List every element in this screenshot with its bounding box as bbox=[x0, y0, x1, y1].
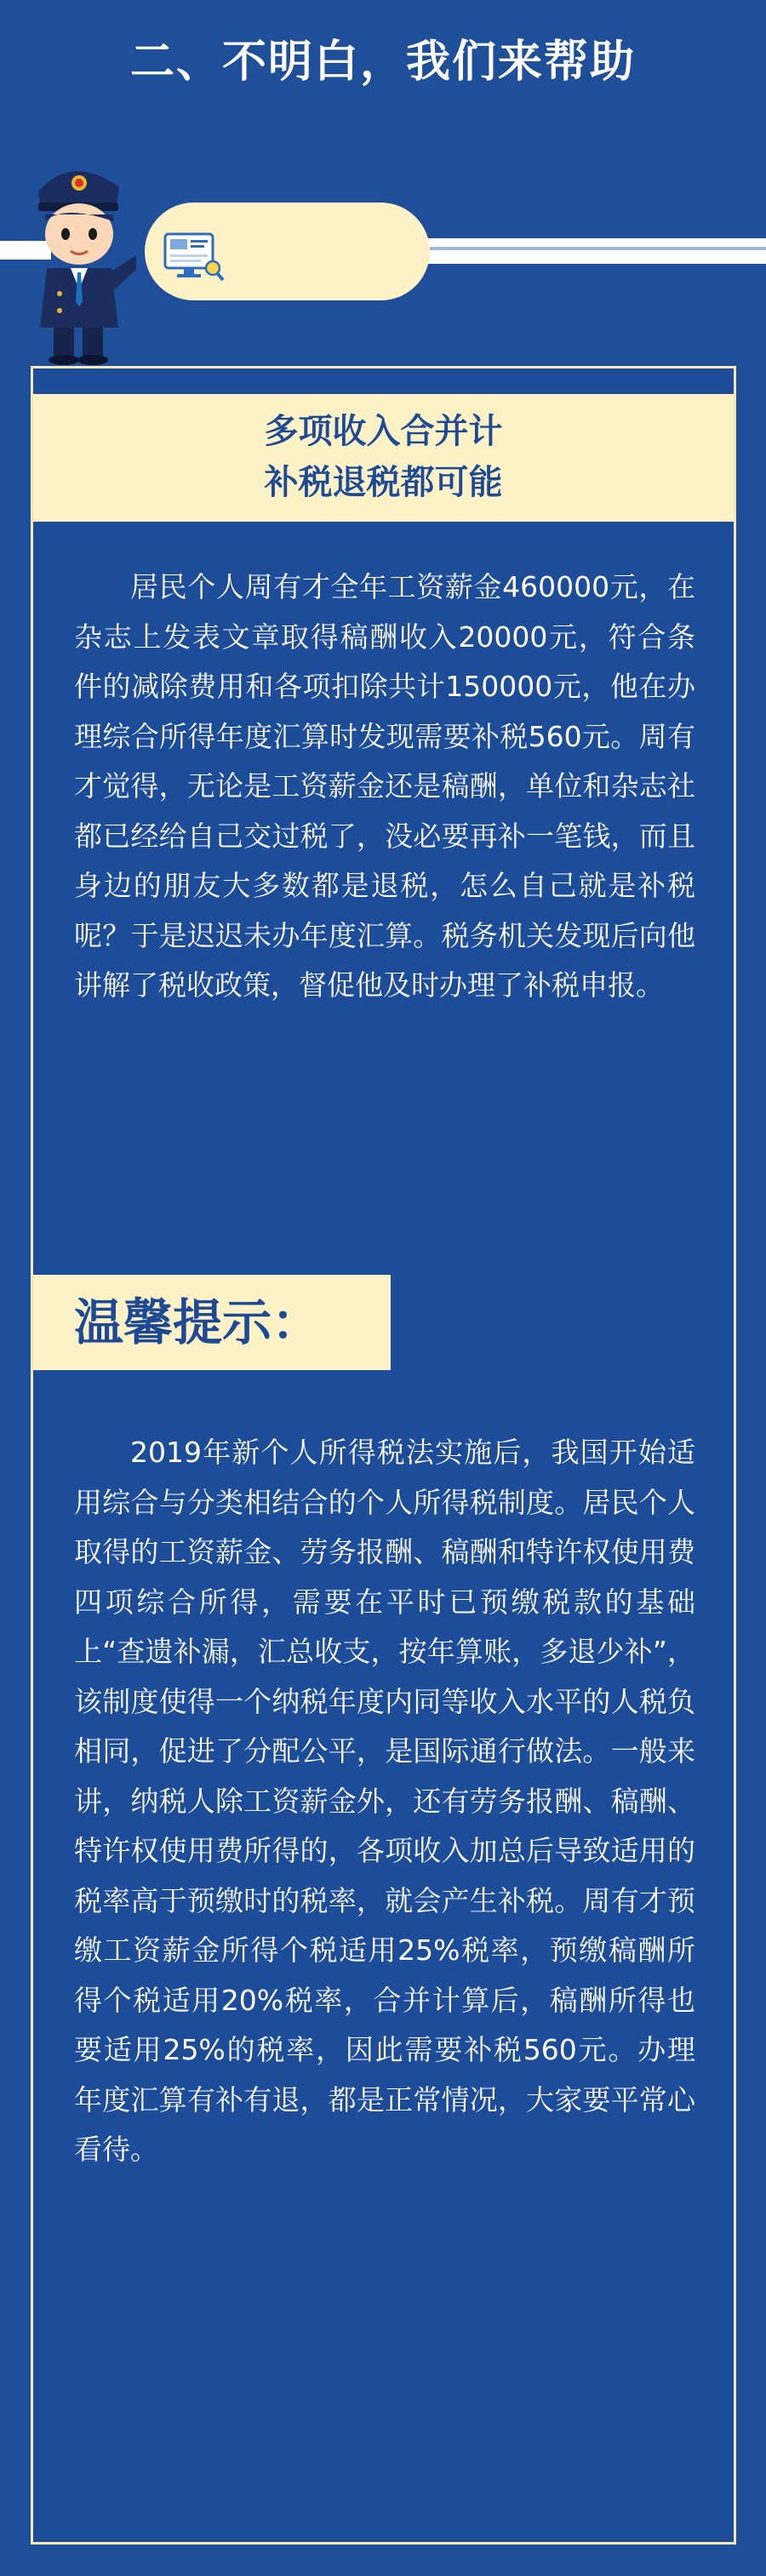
magnifier-icon bbox=[206, 261, 223, 280]
case-paragraph: 居民个人周有才全年工资薪金460000元，在杂志上发表文章取得稿酬收入20000元，符合条件的减除费用和各项扣除共计150000元，他在办理综合所得年度汇算时发现需要补税560元。周有才觉得，无论是工资薪金还是稿酬，单位和杂志社都已经给自己交过税了，没必要再补一笔钱，而且身边的朋友大多数都是退税，怎么自己就是补税呢？于是迟迟未办年度汇算。税务机关发现后向他讲解了税收政策，督促他及时办理了补税申报。 bbox=[74, 570, 695, 1002]
tip-heading-box bbox=[33, 1275, 391, 1370]
speech-bubble bbox=[145, 203, 430, 300]
page-title: 二、不明白，我们来帮助 bbox=[129, 37, 636, 88]
card-title-line1: 多项收入合并计 bbox=[264, 412, 503, 451]
decor-stripe-right bbox=[426, 238, 766, 264]
card-title-line2: 补税退税都可能 bbox=[264, 463, 503, 502]
card-title-banner bbox=[33, 394, 734, 522]
content-card bbox=[31, 366, 736, 2545]
tip-heading: 温馨提示： bbox=[74, 1294, 322, 1351]
tax-officer-icon bbox=[21, 153, 136, 366]
tip-paragraph: 2019年新个人所得税法实施后，我国开始适用综合与分类相结合的个人所得税制度。居民个人取得的工资薪金、劳务报酬、稿酬和特许权使用费四项综合所得，需要在平时已预缴税款的基础上“查遗补漏，汇总收支，按年算账，多退少补”，该制度使得一个纳税年度内同等收入水平的人税负相同，促进了分配公平，是国际通行做法。一般来讲，纳税人除工资薪金外，还有劳务报酬、稿酬、特许权使用费所得的，各项收入加总后导致适用的税率高于预缴时的税率，就会产生补税。周有才预缴工资薪金所得个税适用25%税率，预缴稿酬所得个税适用20%税率，合并计算后，稿酬所得也要适用25%的税率，因此需要补税560元。办理年度汇算有补有退，都是正常情况，大家要平常心看待。 bbox=[74, 1436, 695, 2166]
computer-screen-icon bbox=[163, 232, 225, 282]
